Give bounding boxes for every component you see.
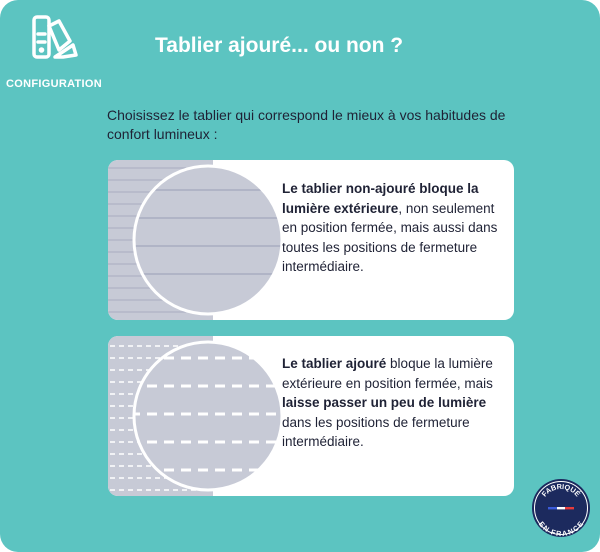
perforated-slats-illustration xyxy=(108,336,283,496)
fabrique-en-france-badge xyxy=(531,478,591,538)
card-2-bold-text-1: Le tablier ajouré xyxy=(282,356,387,371)
card-2-description xyxy=(282,354,504,452)
card-2-text-1: bloque la lumière extérieure en position fermée, mais xyxy=(282,356,493,391)
card-2-bold-text-2: laisse passer un peu de lumière xyxy=(282,395,487,410)
flag-white-stripe xyxy=(557,507,565,509)
page-title: Tablier ajouré... ou non ? xyxy=(155,34,404,57)
option-card-ajoure xyxy=(108,336,514,496)
configuration-logo xyxy=(6,12,102,90)
badge-line-1: FABRIQUÉ xyxy=(539,481,583,499)
badge-line-2: EN FRANCE xyxy=(537,519,585,538)
card-1-description xyxy=(282,179,504,277)
configuration-label: CONFIGURATION xyxy=(6,78,102,90)
card-1-text: , non seulement en position fermée, mais aussi dans toutes les positions de fermeture intermédiaire. xyxy=(282,200,498,274)
closed-slats-illustration xyxy=(108,160,283,320)
color-swatch-icon xyxy=(26,12,82,64)
card-1-bold-text: Le tablier non-ajouré bloque la lumière extérieure xyxy=(282,181,479,216)
flag-blue-stripe xyxy=(548,507,557,509)
intro-text: Choisissez le tablier qui correspond le mieux à vos habitudes de confort lumineux : xyxy=(107,107,506,142)
card-2-text-2: dans les positions de fermeture intermédiaire. xyxy=(282,414,470,449)
option-card-non-ajoure xyxy=(108,160,514,320)
flag-red-stripe xyxy=(565,507,574,509)
